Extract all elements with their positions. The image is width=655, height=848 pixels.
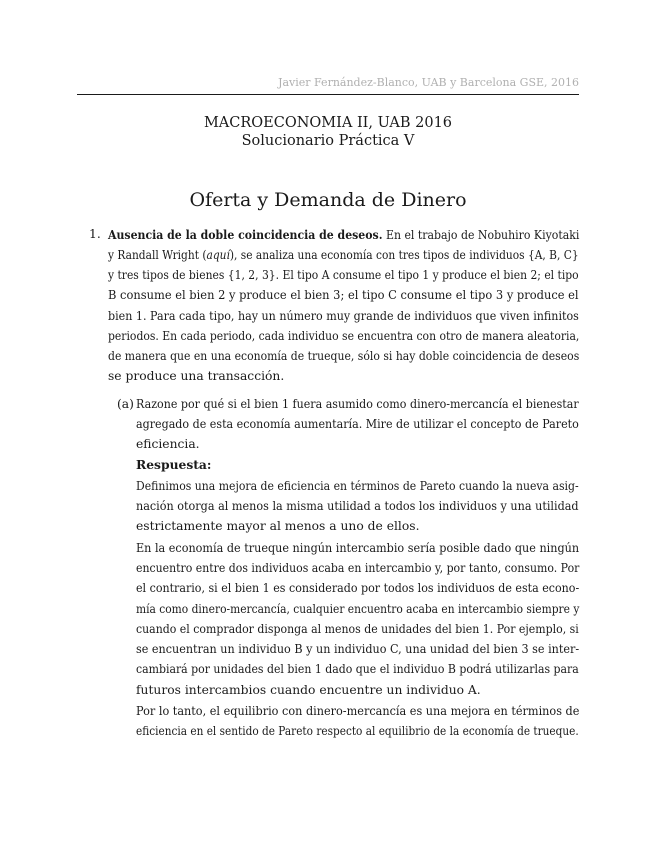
question1-lead: Ausencia de la doble coincidencia de deseos. — [108, 227, 383, 242]
question1-line: periodos. En cada periodo, cada individuo se encuentra con otro de manera aleatoria, — [108, 329, 580, 343]
answer-p3-line: eficiencia en el sentido de Pareto respecto al equilibrio de la economía de trueque. — [136, 724, 579, 738]
answer-p3-line: Por lo tanto, el equilibrio con dinero-mercancía es una mejora en términos de — [136, 704, 580, 718]
answer-p1-line: estrictamente mayor al menos a uno de ellos. — [136, 519, 420, 533]
answer-heading-text: Respuesta: — [136, 457, 212, 472]
reference-link[interactable]: aquí — [206, 248, 230, 262]
course-title: MACROECONOMIA II, UAB 2016 — [203, 115, 453, 131]
answer-p2-line: el contrario, si el bien 1 es considerado por todos los individuos de esta econo- — [136, 581, 580, 595]
answer-p2-line: cambiará por unidades del bien 1 dado que el individuo B podrá utilizarlas para — [136, 662, 579, 676]
answer-p2-line: cuando el comprador disponga al menos de unidades del bien 1. Por ejemplo, si — [136, 622, 579, 636]
header-rule — [77, 94, 579, 95]
question1-line: bien 1. Para cada tipo, hay un número muy grande de individuos que viven infinitos — [108, 309, 579, 323]
answer-p2-line: futuros intercambios cuando encuentre un individuo A. — [136, 683, 481, 697]
question1-line1-rest: En el trabajo de Nobuhiro Kiyotaki — [382, 228, 580, 242]
answer-p2-line: se encuentran un individuo B y un individuo C, una unidad del bien 3 se inter- — [136, 642, 580, 656]
part-a-question-line: eficiencia. — [136, 437, 200, 451]
question1-line: de manera que en una economía de trueque, sólo si hay doble coincidencia de deseos — [108, 349, 580, 363]
question1-line: y tres tipos de bienes {1, 2, 3}. El tipo A consume el tipo 1 y produce el bien 2; el tipo — [108, 268, 579, 282]
answer-p2-line: En la economía de trueque ningún intercambio sería posible dado que ningún — [136, 541, 580, 555]
question-number: 1. — [89, 227, 101, 241]
part-a-question-line: Razone por qué si el bien 1 fuera asumido como dinero-mercancía el bienestar — [136, 397, 579, 411]
question1-line: se produce una transacción. — [108, 369, 285, 383]
answer-p2-line: encuentro entre dos individuos acaba en intercambio y, por tanto, consumo. Por — [136, 561, 580, 575]
answer-p1-line: nación otorga al menos la misma utilidad a todos los individuos y una utilidad — [136, 499, 579, 513]
course-subtitle: Solucionario Práctica V — [241, 133, 415, 149]
page-header: Javier Fernández-Blanco, UAB y Barcelona GSE, 2016 — [278, 76, 579, 89]
answer-p1-line: Definimos una mejora de eficiencia en términos de Pareto cuando la nueva asig- — [136, 479, 579, 493]
question1-line — [108, 227, 580, 242]
answer-heading — [136, 457, 579, 472]
question1-line2-b: ), se analiza una economía con tres tipos de individuos {A, B, C} — [229, 248, 579, 262]
part-a-question-line: agregado de esta economía aumentaría. Mire de utilizar el concepto de Pareto — [136, 417, 579, 431]
question1-line: B consume el bien 2 y produce el bien 3; el tipo C consume el tipo 3 y produce el — [108, 288, 579, 302]
answer-p2-line: mía como dinero-mercancía, cualquier encuentro acaba en intercambio siempre y — [136, 602, 580, 616]
question1-line2-a: y Randall Wright ( — [108, 248, 207, 262]
question1-line — [108, 248, 579, 262]
part-label: (a) — [117, 397, 134, 411]
section-heading: Oferta y Demanda de Dinero — [189, 189, 467, 211]
